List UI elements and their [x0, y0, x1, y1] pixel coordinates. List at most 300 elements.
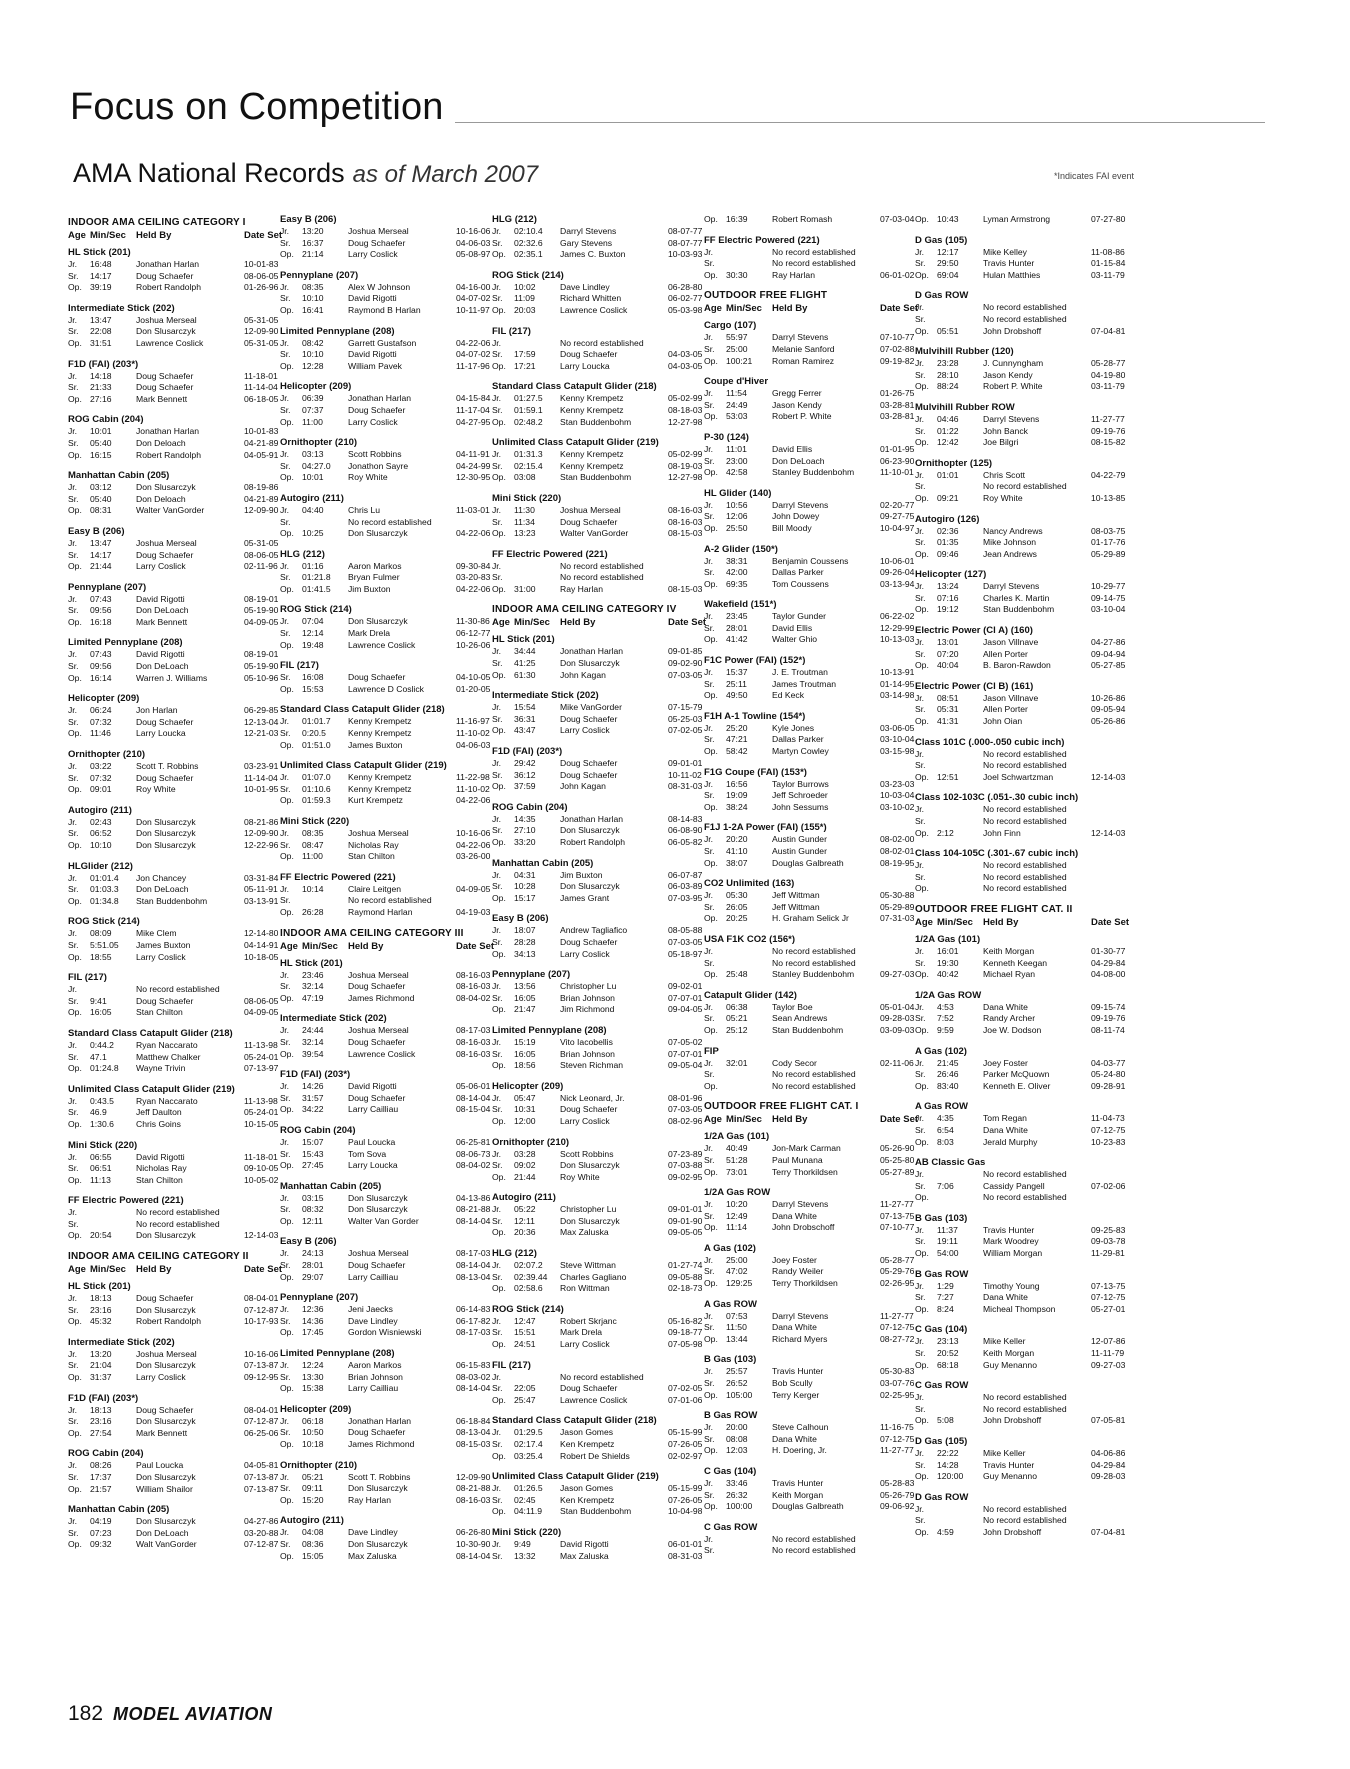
date-set: 05-28-77: [1091, 358, 1126, 369]
date-set: 07-12-75: [880, 1322, 915, 1333]
record-time: 26:28: [302, 906, 324, 917]
date-set: 10-01-83: [244, 426, 279, 437]
event-group: [492, 1304, 720, 1351]
record-time: 23:16: [90, 1416, 112, 1427]
date-set: 11-18-01: [244, 1151, 278, 1162]
age-class: Op.: [280, 304, 294, 315]
record-time: 12:11: [302, 1215, 323, 1226]
record-time: 05:21: [726, 1013, 748, 1024]
event-title: Helicopter (127): [915, 569, 987, 581]
age-class: Sr.: [915, 537, 926, 548]
record-holder: Garrett Gustafson: [348, 337, 417, 348]
record-holder: H. Graham Selick Jr: [772, 913, 849, 924]
age-class: Sr.: [68, 1051, 79, 1062]
event-title: Class 101C (.000-.050 cubic inch): [915, 736, 1065, 748]
record-time: 23:16: [90, 1304, 112, 1315]
record-time: 51:28: [726, 1154, 748, 1165]
age-class: Op.: [492, 1004, 506, 1015]
record-row: [492, 1506, 720, 1518]
record-row: [68, 1293, 296, 1305]
age-class: Sr.: [68, 1527, 79, 1538]
event-group: [915, 569, 1143, 616]
record-holder: Dana White: [983, 1001, 1028, 1012]
record-time: 37:59: [514, 781, 536, 792]
age-class: Op.: [704, 1501, 718, 1512]
record-row: [915, 1460, 1143, 1472]
event-group: [280, 270, 508, 317]
age-class: Op.: [280, 583, 294, 594]
date-set: 04-24-99: [456, 460, 491, 471]
date-set: 10-05-02: [244, 1174, 279, 1185]
event-group: [68, 303, 296, 350]
event-group: [915, 1046, 1143, 1093]
event-group: [492, 326, 720, 373]
age-class: Op.: [68, 1539, 82, 1550]
event-group: [704, 432, 932, 479]
record-holder: James Troutman: [772, 678, 836, 689]
record-holder: Stan Buddenbohm: [136, 895, 208, 906]
age-class: Sr.: [915, 258, 926, 269]
record-holder: Dave Lindley: [348, 1527, 398, 1538]
record-holder: Darryl Stevens: [983, 413, 1040, 424]
record-row: [492, 993, 720, 1005]
event-group: [704, 822, 932, 869]
record-holder: Allen Porter: [983, 704, 1028, 715]
record-holder: Don Slusarczyk: [136, 1304, 196, 1315]
record-holder: Randy Archer: [983, 1013, 1036, 1024]
age-class: Op.: [915, 1359, 929, 1370]
record-holder: David Rigotti: [348, 1081, 397, 1092]
event-title: Limited Pennyplane (208): [492, 1024, 607, 1036]
age-class: Jr.: [704, 778, 714, 789]
date-set: 06-17-82: [456, 1315, 491, 1326]
record-row: [280, 728, 508, 740]
event-group: [68, 1393, 296, 1440]
record-time: 14:17: [90, 549, 112, 560]
age-class: Sr.: [915, 871, 926, 882]
record-time: 12:47: [514, 1315, 536, 1326]
event-title: F1D (FAI) (203*): [280, 1069, 351, 1081]
date-set: 08-16-03: [456, 981, 491, 992]
age-class: Sr.: [704, 455, 715, 466]
record-row: [68, 1119, 296, 1131]
record-holder: Robert Romash: [772, 214, 833, 224]
age-class: Op.: [704, 801, 718, 812]
column-header: Date Set: [668, 617, 707, 629]
record-row: [915, 247, 1143, 259]
record-row: [704, 1155, 932, 1167]
age-class: Jr.: [704, 667, 714, 678]
record-holder: Doug Schaefer: [560, 713, 618, 724]
age-class: Jr.: [492, 1204, 502, 1215]
age-class: Jr.: [704, 1254, 714, 1265]
age-class: Sr.: [68, 270, 79, 281]
record-row: [704, 746, 932, 758]
record-time: 04:27.0: [302, 460, 331, 471]
age-class: Op.: [704, 269, 718, 280]
record-time: 21:47: [514, 1004, 536, 1015]
record-time: [726, 958, 772, 970]
age-class: Jr.: [280, 560, 290, 571]
event-group: [68, 1195, 296, 1242]
record-time: [514, 572, 560, 584]
record-holder: Raymond B Harlan: [348, 304, 421, 315]
column-header: Date Set: [880, 1114, 919, 1126]
record-row: [704, 500, 932, 512]
date-set: 09-12-95: [244, 1372, 279, 1383]
event-title: FIL (217): [68, 972, 107, 984]
age-class: Sr.: [492, 936, 503, 947]
event-group: [915, 681, 1143, 728]
record-holder: Matthew Chalker: [136, 1051, 201, 1062]
event-title: Class 104-105C (.301-.67 cubic inch): [915, 848, 1079, 860]
record-time: 25:00: [726, 1254, 748, 1265]
age-class: Sr.: [280, 1315, 291, 1326]
event-title: D Gas ROW: [915, 290, 969, 302]
event-title: D Gas (105): [915, 234, 968, 246]
date-set: 07-04-81: [1091, 325, 1126, 336]
record-time: 38:31: [726, 555, 748, 566]
date-set: 09-19-76: [1091, 425, 1126, 436]
record-time: 29:50: [937, 258, 959, 269]
record-row: [280, 417, 508, 429]
record-time: 13:47: [90, 537, 112, 548]
date-set: 05-24-01: [244, 1107, 279, 1118]
age-class: Op.: [68, 1483, 82, 1494]
record-row: [68, 952, 296, 964]
date-set: 12-09-90: [244, 326, 279, 337]
record-row: [704, 1069, 932, 1081]
record-time: 25:11: [726, 678, 747, 689]
record-row: [915, 716, 1143, 728]
age-class: Jr.: [68, 1460, 78, 1471]
record-time: 15:20: [302, 1494, 324, 1505]
column-header: Held By: [560, 617, 596, 629]
age-class: Jr.: [492, 1092, 502, 1103]
record-row: [280, 393, 508, 405]
no-record-note: No record established: [983, 481, 1067, 492]
record-holder: Dave Lindley: [560, 281, 610, 292]
record-holder: Kenny Krempetz: [348, 772, 412, 783]
age-class: Sr.: [280, 1148, 291, 1159]
record-holder: Ryan Naccarato: [136, 1039, 198, 1050]
record-holder: Lyman Armstrong: [983, 214, 1051, 224]
date-set: 11-04-73: [1091, 1113, 1125, 1124]
record-row: [704, 411, 932, 423]
age-class: Sr.: [704, 1433, 715, 1444]
date-set: 04-09-05: [244, 1007, 279, 1018]
record-time: 42:00: [726, 567, 748, 578]
record-row: [68, 661, 296, 673]
record-row: [280, 361, 508, 373]
age-class: Jr.: [68, 816, 78, 827]
date-set: 02-18-73: [668, 1283, 703, 1294]
event-group: [492, 270, 720, 317]
category-title: INDOOR AMA CEILING CATEGORY IV: [492, 604, 677, 616]
record-holder: Don Slusarczyk: [136, 828, 196, 839]
age-class: Jr.: [68, 259, 78, 269]
date-set: 06-05-82: [668, 837, 703, 847]
record-holder: Robert Skrjanc: [560, 1315, 617, 1326]
record-time: 01:41.5: [302, 583, 331, 594]
date-set: 02-26-95: [880, 1278, 915, 1289]
record-holder: Melanie Sanford: [772, 343, 835, 354]
record-row: [68, 996, 296, 1008]
age-class: Jr.: [68, 1348, 78, 1359]
record-row: [68, 617, 296, 629]
event-group: [280, 1515, 508, 1562]
event-title: P-30 (124): [704, 431, 749, 443]
record-holder: Doug Schaefer: [560, 349, 618, 360]
record-row: [280, 616, 508, 628]
record-row: [492, 1093, 720, 1105]
record-holder: Bill Moody: [772, 522, 812, 533]
date-set: 05-10-96: [244, 672, 279, 683]
date-set: 06-26-80: [456, 1527, 491, 1538]
age-class: Op.: [492, 725, 506, 736]
event-title: FF Electric Powered (221): [704, 234, 820, 246]
record-row: [915, 946, 1143, 958]
record-time: 11:13: [90, 1174, 111, 1185]
date-set: 06-15-83: [456, 1360, 491, 1371]
record-time: 12:36: [302, 1304, 324, 1315]
record-time: 05:30: [726, 890, 748, 901]
date-set: 04-06-03: [456, 237, 491, 248]
column-header: Age: [915, 916, 933, 928]
age-class: Op.: [704, 690, 718, 701]
record-holder: Doug Schaefer: [560, 769, 618, 780]
record-row: [704, 1378, 932, 1390]
record-row: [280, 1025, 508, 1037]
event-title: Easy B (206): [492, 913, 549, 925]
record-row: [68, 394, 296, 406]
column-headers: [280, 941, 508, 952]
record-time: 11:50: [726, 1322, 747, 1333]
event-group: [492, 437, 720, 484]
record-time: 23:45: [726, 611, 748, 622]
record-holder: Kenny Krempetz: [348, 783, 412, 794]
record-row: [68, 784, 296, 796]
event-title: A Gas ROW: [704, 1298, 757, 1310]
record-time: 10:02: [514, 281, 536, 292]
record-row: [704, 1222, 932, 1234]
age-class: Op.: [704, 1445, 718, 1456]
record-holder: Jim Buxton: [348, 583, 391, 594]
record-row: [280, 1260, 508, 1272]
age-class: Sr.: [280, 516, 291, 527]
record-time: 24:49: [726, 399, 748, 410]
date-set: 11-27-77: [880, 1199, 914, 1210]
record-time: 02:39.44: [514, 1271, 548, 1282]
record-row: [68, 1416, 296, 1428]
record-holder: Kenny Krempetz: [560, 449, 624, 460]
date-set: 08-15-03: [456, 1439, 491, 1449]
record-row: [915, 549, 1143, 561]
record-time: [937, 481, 983, 493]
age-class: Jr.: [68, 705, 78, 716]
age-class: Op.: [704, 1333, 718, 1344]
date-set: 08-06-05: [244, 995, 279, 1006]
record-time: 19:11: [937, 1236, 958, 1247]
age-class: Sr.: [704, 734, 715, 745]
record-row: [704, 1081, 932, 1093]
age-class: Jr.: [68, 482, 78, 493]
event-title: Mini Stick (220): [68, 1139, 138, 1151]
record-holder: James Richmond: [348, 1439, 415, 1449]
age-class: Op.: [280, 1327, 294, 1338]
record-time: [514, 561, 560, 573]
date-set: 07-03-05: [668, 1104, 703, 1115]
age-class: Sr.: [492, 1439, 503, 1449]
age-class: Sr.: [704, 846, 715, 856]
age-class: Sr.: [68, 884, 79, 895]
date-set: 08-19-01: [244, 649, 279, 660]
event-title: A-2 Glider (150*): [704, 543, 778, 555]
record-holder: Travis Hunter: [772, 1366, 824, 1377]
record-row: [492, 1495, 720, 1507]
no-record-note: No record established: [772, 1080, 856, 1091]
record-row: [280, 851, 508, 863]
event-title: Class 102-103C (.051-.30 cubic inch): [915, 792, 1079, 804]
record-holder: John Kagan: [560, 669, 606, 680]
record-time: 16:14: [90, 672, 112, 683]
record-row: [915, 772, 1143, 784]
record-row: [704, 1167, 932, 1179]
record-holder: Lawrence D Coslick: [348, 683, 424, 694]
record-time: 01:35: [937, 537, 959, 548]
record-holder: Douglas Galbreath: [772, 857, 844, 868]
record-row: [915, 1002, 1143, 1014]
record-row: [492, 714, 720, 726]
record-time: 03:08: [514, 472, 536, 483]
date-set: 08-31-03: [668, 1550, 703, 1561]
record-time: 10:10: [302, 349, 324, 360]
record-holder: Tom Coussens: [772, 578, 829, 589]
record-time: 13:56: [514, 981, 536, 992]
date-set: 06-25-81: [456, 1136, 491, 1147]
date-set: 08-05-88: [668, 925, 703, 936]
record-holder: Dana White: [772, 1322, 817, 1333]
column-header: Age: [492, 617, 510, 629]
record-time: 01:59.1: [514, 404, 543, 415]
date-set: 05-01-04: [880, 1001, 915, 1012]
record-row: [280, 584, 508, 596]
record-row: [704, 1002, 932, 1014]
date-set: 05-16-82: [668, 1315, 703, 1326]
date-set: 07-01-06: [668, 1394, 703, 1405]
record-holder: Walter Ghio: [772, 634, 818, 645]
age-class: Sr.: [704, 790, 715, 801]
record-time: 10:18: [302, 1439, 324, 1449]
record-holder: Raymond Harlan: [348, 906, 413, 917]
record-time: 68:18: [937, 1359, 959, 1370]
record-row: [704, 456, 932, 468]
age-class: Jr.: [915, 1503, 925, 1514]
event-title: ROG Stick (214): [280, 604, 352, 616]
event-title: B Gas ROW: [704, 1410, 758, 1422]
age-class: Op.: [68, 1372, 82, 1383]
event-title: Cargo (107): [704, 320, 757, 332]
date-set: 07-03-95: [668, 892, 703, 903]
record-holder: Jean Andrews: [983, 548, 1037, 559]
record-holder: Paul Munana: [772, 1154, 823, 1165]
age-class: Jr.: [704, 443, 714, 454]
age-class: Jr.: [68, 1039, 78, 1050]
record-holder: Brian Johnson: [348, 1371, 403, 1382]
age-class: Sr.: [704, 399, 715, 410]
record-holder: Don DeLoach: [136, 661, 189, 672]
no-record-note: No record established: [983, 804, 1067, 815]
age-class: Sr.: [704, 678, 715, 689]
record-row: [280, 1193, 508, 1205]
date-set: 03-23-03: [880, 778, 915, 789]
event-group: [915, 235, 1143, 282]
record-time: [90, 1219, 136, 1231]
date-set: 12-09-90: [244, 828, 279, 839]
event-group: [68, 916, 296, 963]
record-row: [915, 883, 1143, 895]
age-class: Sr.: [280, 981, 291, 992]
record-holder: Keith Morgan: [983, 1348, 1035, 1359]
event-title: Autogiro (126): [915, 513, 980, 525]
age-class: Op.: [68, 895, 82, 906]
record-row: [492, 1104, 720, 1116]
record-row: [280, 1037, 508, 1049]
record-row: [915, 1137, 1143, 1149]
date-set: 10-26-06: [456, 639, 491, 650]
record-row: [704, 1478, 932, 1490]
age-class: Op.: [704, 913, 718, 924]
record-time: 08:26: [90, 1460, 112, 1471]
date-set: 05-19-90: [244, 605, 279, 616]
event-group: [704, 711, 932, 758]
age-class: Jr.: [280, 616, 290, 627]
record-row: [704, 667, 932, 679]
age-class: Sr.: [68, 661, 79, 672]
age-class: Op.: [68, 784, 82, 795]
age-class: Sr.: [492, 237, 503, 248]
record-holder: Nicholas Ray: [136, 1163, 187, 1174]
age-class: Op.: [492, 1339, 506, 1350]
record-row: [280, 895, 508, 907]
record-row: [915, 593, 1143, 605]
date-set: 04-06-86: [1091, 1448, 1126, 1458]
event-group: [704, 655, 932, 702]
record-time: 10:10: [302, 293, 324, 304]
event-title: ROG Cabin (204): [68, 414, 144, 426]
record-holder: Claire Leitgen: [348, 883, 402, 894]
record-row: [68, 1528, 296, 1540]
age-class: Jr.: [915, 1224, 925, 1235]
age-class: Jr.: [704, 1533, 714, 1544]
record-time: 11:09: [514, 293, 535, 304]
record-row: [492, 584, 720, 596]
age-class: Jr.: [492, 869, 502, 880]
record-row: [915, 1336, 1143, 1348]
record-holder: Larry Loucka: [560, 360, 610, 371]
record-time: 36:12: [514, 769, 536, 780]
date-set: 10-04-98: [668, 1506, 703, 1517]
record-time: 16:41: [302, 304, 324, 315]
age-class: Op.: [280, 1271, 294, 1282]
date-set: 10-03-04: [880, 790, 915, 801]
record-time: 02:43: [90, 816, 112, 827]
age-class: Op.: [68, 505, 82, 516]
column-header: Min/Sec: [726, 1114, 762, 1126]
event-group: [280, 381, 508, 428]
event-group: [492, 690, 720, 737]
date-set: 01-01-95: [880, 443, 915, 454]
